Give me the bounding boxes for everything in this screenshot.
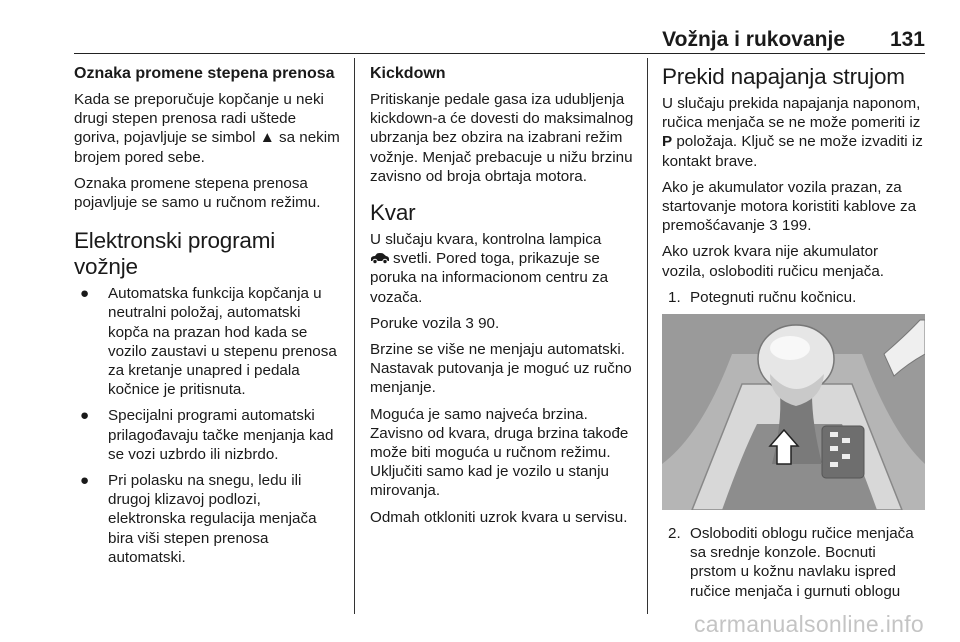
heading-gear-indicator: Oznaka promene stepena prenosa <box>74 65 335 82</box>
bullet-icon: ● <box>80 472 90 490</box>
column-divider-1 <box>354 58 355 614</box>
header-title: Vožnja i rukovanje <box>662 28 845 51</box>
paragraph: U slučaju prekida napajanja naponom, ručica menjača se ne može pomeriti iz P položaja. Ključ se ne može izvaditi iz kontakt brave. <box>662 95 923 170</box>
car-warning-icon <box>370 252 390 264</box>
paragraph: U slučaju kvara, kontrolna lampica svetli. Pored toga, prikazuje se poruka na informacionom centru za vozača. <box>370 231 609 306</box>
section-title-electronic-programs: Elektronski programi vožnje <box>74 228 276 280</box>
list-item: ● Automatska funkcija kopčanja u neutralni položaj, automatski kopča na prazan hod kada se vozilo zaustavi u stepenu prenosa za kretanje unapred i pedala kočnice je pritisnuta. <box>80 285 337 399</box>
list-item: ● Pri polasku na snegu, ledu ili drugoj klizavoj podlozi, elektronska regulacija menjača bira viši stepen prenosa automatski. <box>80 472 317 566</box>
header-rule <box>74 53 925 54</box>
paragraph: Pritiskanje pedale gasa iza udubljenja kickdown-a će dovesti do maksimalnog ubrzanja bez obzira na izabrani režim vožnje. Menjač prebacuje u nižu brzinu zavisno od broja obrtaja motora. <box>370 91 634 185</box>
column-2 <box>370 64 636 534</box>
page-ref-icon: 3 <box>769 217 778 235</box>
bullet-icon: ● <box>80 407 90 425</box>
watermark: carmanualsonline.info <box>693 611 924 637</box>
paragraph: Kada se preporučuje kopčanje u neki drugi stepen prenosa radi uštede goriva, pojavljuje se simbol ▲ sa nekim brojem pored sebe. <box>74 91 340 166</box>
paragraph: Ako uzrok kvara nije akumulator vozila, osloboditi ručicu menjača. <box>662 243 885 280</box>
section-title-fault: Kvar <box>370 200 416 226</box>
paragraph: Moguća je samo najveća brzina. Zavisno od kvara, druga brzina takođe može biti moguća u ručnom režimu. Uključiti samo kad je vozilo u stanju mirovanja. <box>370 405 629 500</box>
list-item: 2. Osloboditi oblogu ručice menjača sa srednje konzole. Bocnuti prstom u kožnu navlaku ispred ručice menjača i gurnuti oblogu <box>668 525 914 600</box>
upshift-arrow-icon: ▲ <box>259 129 275 147</box>
paragraph: Ako je akumulator vozila prazan, za startovanje motora koristiti kablove za premošćavanje 3 199. <box>662 178 917 235</box>
paragraph: Oznaka promene stepena prenosa pojavljuje se samo u ručnom režimu. <box>74 174 321 212</box>
section-title-power-interruption: Prekid napajanja strujom <box>662 64 905 89</box>
paragraph: Poruke vozila 3 90. <box>370 314 500 332</box>
gear-lever-illustration <box>662 314 925 510</box>
step-list <box>662 288 925 307</box>
heading-kickdown: Kickdown <box>370 65 446 82</box>
paragraph: Brzine se više ne menjaju automatski. Nastavak putovanja je moguć uz ručno menjanje. <box>370 341 632 397</box>
bullet-list <box>74 284 342 567</box>
column-3 <box>662 64 925 608</box>
paragraph: Odmah otkloniti uzrok kvara u servisu. <box>370 508 628 526</box>
step-list <box>662 524 925 601</box>
page-number: 131 <box>889 28 925 51</box>
column-divider-2 <box>647 58 648 614</box>
list-item: 1. Potegnuti ručnu kočnicu. <box>668 288 857 306</box>
page-header <box>74 26 925 54</box>
page-ref-icon: 3 <box>465 314 474 332</box>
bullet-icon: ● <box>80 285 90 303</box>
list-item: ● Specijalni programi automatski prilagođavaju tačke menjanja kad se vozi uzbrdo ili nizbrdo. <box>80 407 334 463</box>
column-1 <box>74 64 342 574</box>
